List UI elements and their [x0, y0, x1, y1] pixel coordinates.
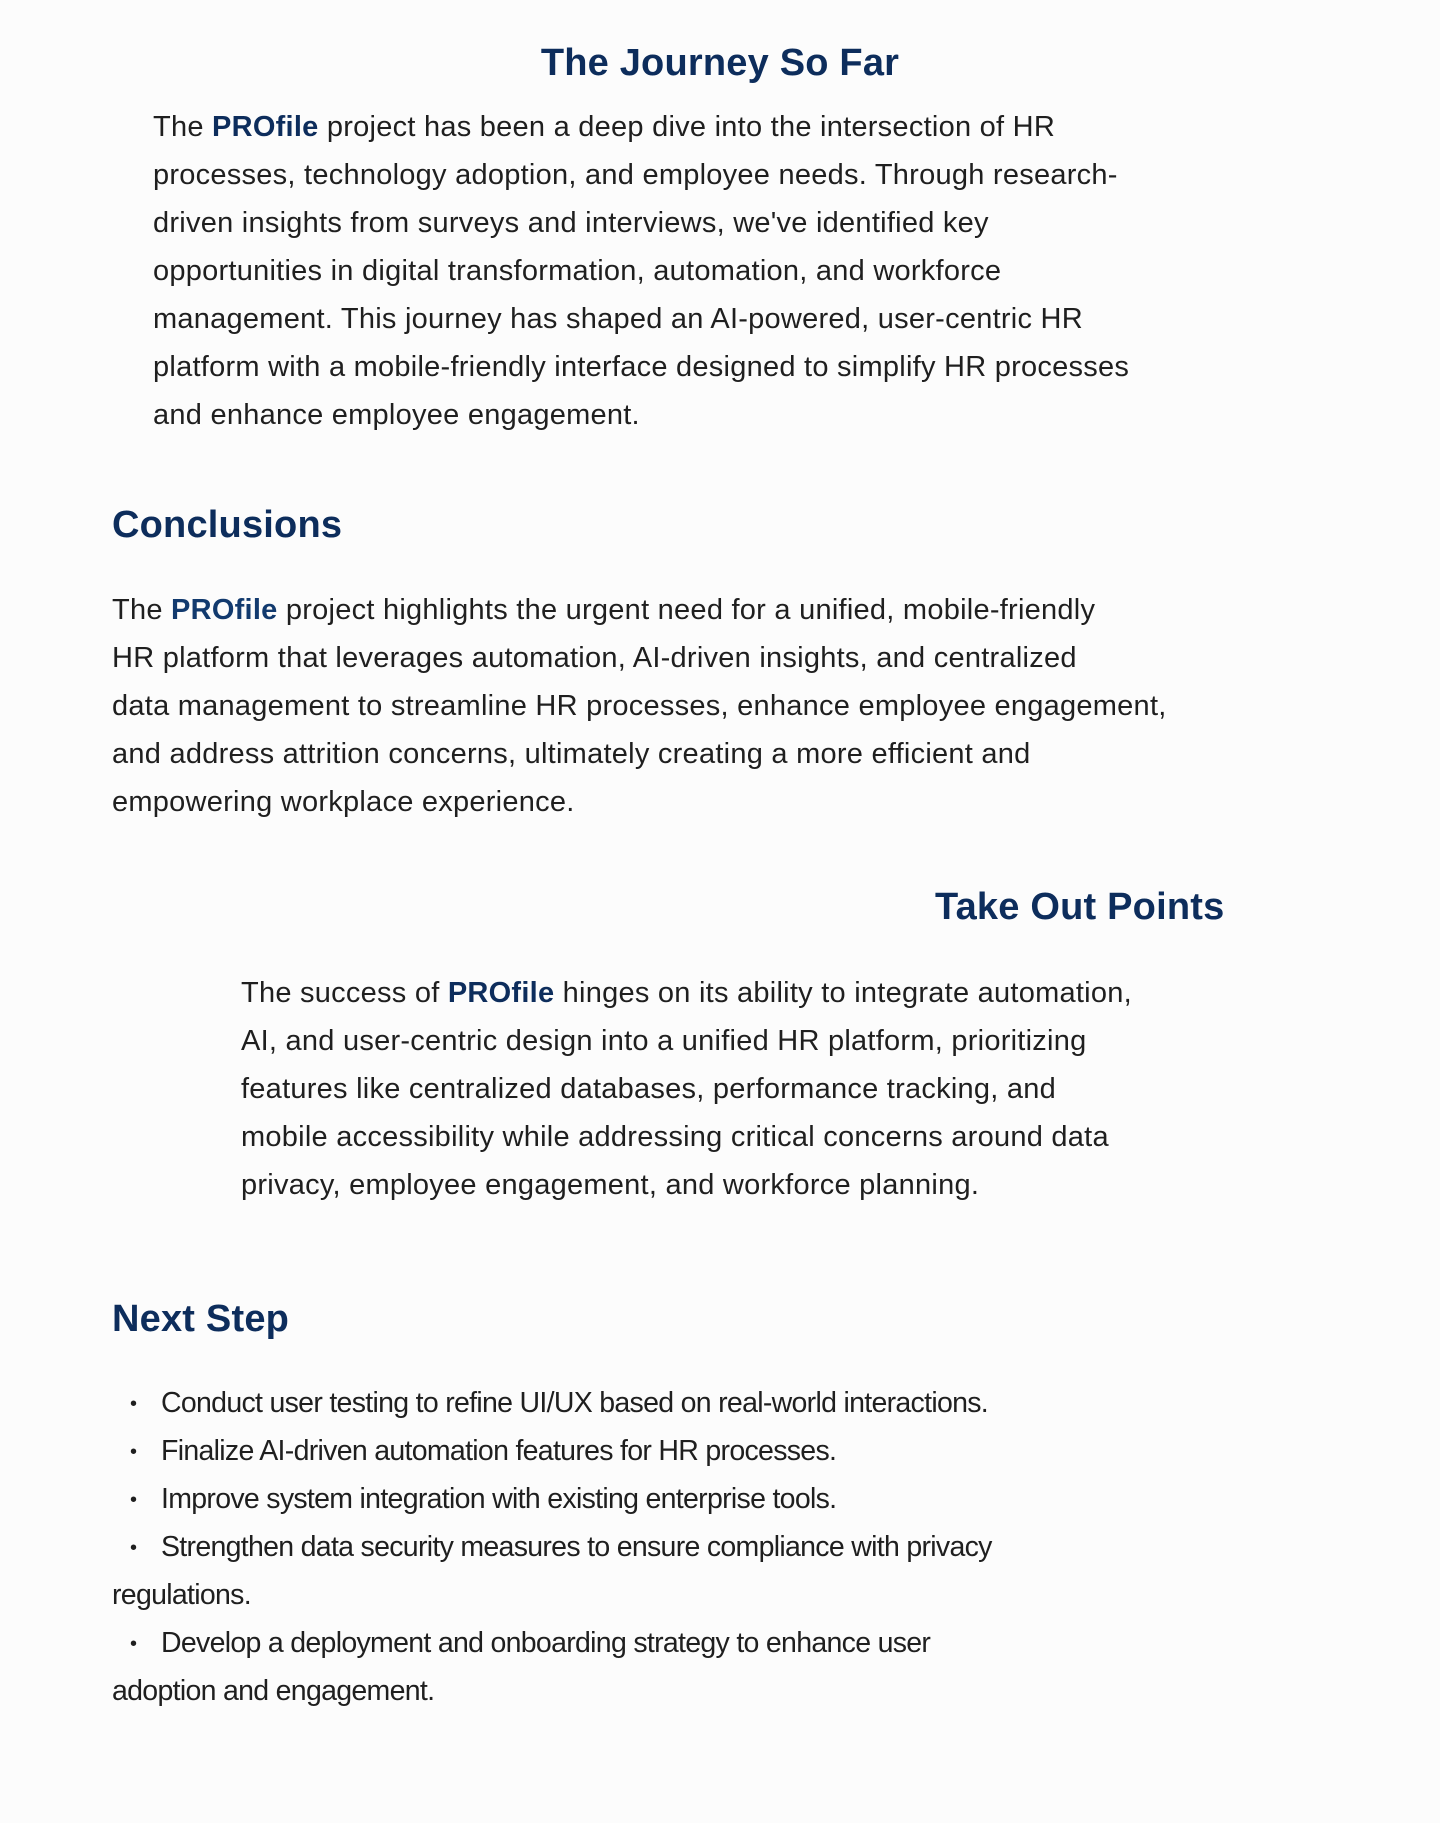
- list-item: [112, 1523, 992, 1619]
- brand-name: PROfile: [447, 977, 555, 1009]
- list-item-text: Strengthen data security measures to ensure compliance with privacy: [161, 1531, 992, 1563]
- list-item-text: Finalize AI-driven automation features for HR processes.: [161, 1435, 837, 1467]
- paragraph-line: empowering workplace experience.: [112, 786, 575, 818]
- text-segment: The: [112, 594, 172, 626]
- list-item: [112, 1427, 992, 1475]
- paragraph-line: [153, 103, 1129, 151]
- list-item-line: [112, 1427, 992, 1475]
- brand-name: PROfile: [171, 594, 278, 626]
- paragraph-line: privacy, employee engagement, and workforce planning.: [241, 1169, 980, 1201]
- journey-heading: The Journey So Far: [540, 42, 900, 84]
- list-item-line: regulations.: [112, 1579, 251, 1611]
- text-segment: project highlights the urgent need for a unified, mobile-friendly: [277, 594, 1096, 626]
- paragraph-line: and enhance employee engagement.: [153, 399, 640, 431]
- text-segment: hinges on its ability to integrate automation,: [554, 977, 1132, 1009]
- list-item-line: [112, 1475, 992, 1523]
- takeout-heading: Take Out Points: [935, 886, 1225, 928]
- text-segment: The success of: [241, 977, 448, 1009]
- list-item-text: Develop a deployment and onboarding strategy to enhance user: [161, 1627, 931, 1659]
- list-item-line: [112, 1379, 992, 1427]
- list-item-line: [112, 1523, 992, 1571]
- list-item-text: Improve system integration with existing enterprise tools.: [161, 1483, 837, 1515]
- paragraph-line: AI, and user-centric design into a unified HR platform, prioritizing: [241, 1025, 1087, 1057]
- paragraph-line: driven insights from surveys and interviews, we've identified key: [153, 207, 989, 239]
- paragraph-line: HR platform that leverages automation, AI-driven insights, and centralized: [112, 642, 1077, 674]
- paragraph-line: mobile accessibility while addressing critical concerns around data: [241, 1121, 1109, 1153]
- paragraph-line: management. This journey has shaped an AI-powered, user-centric HR: [153, 303, 1083, 335]
- paragraph-line: processes, technology adoption, and employee needs. Through research-: [153, 159, 1118, 191]
- text-segment: project has been a deep dive into the intersection of HR: [318, 111, 1056, 143]
- list-item-text: Conduct user testing to refine UI/UX based on real-world interactions.: [161, 1387, 989, 1419]
- next-step-heading: Next Step: [112, 1298, 290, 1340]
- paragraph-line: [112, 586, 1167, 634]
- list-item-line: adoption and engagement.: [112, 1675, 435, 1707]
- list-item: [112, 1619, 992, 1715]
- paragraph-line: data management to streamline HR processes, enhance employee engagement,: [112, 690, 1167, 722]
- bullet-icon: •: [130, 1633, 137, 1655]
- list-item: [112, 1379, 992, 1427]
- text-segment: The: [153, 111, 213, 143]
- paragraph-line: platform with a mobile-friendly interface designed to simplify HR processes: [153, 351, 1130, 383]
- bullet-icon: •: [130, 1537, 137, 1559]
- takeout-paragraph: [241, 969, 1132, 1209]
- conclusions-heading: Conclusions: [112, 504, 343, 546]
- conclusions-paragraph: [112, 586, 1167, 826]
- bullet-icon: •: [130, 1441, 137, 1463]
- next-step-list: [112, 1379, 992, 1715]
- paragraph-line: [241, 969, 1132, 1017]
- brand-name: PROfile: [212, 111, 319, 143]
- bullet-icon: •: [130, 1489, 137, 1511]
- paragraph-line: opportunities in digital transformation, automation, and workforce: [153, 255, 1002, 287]
- journey-paragraph: [153, 103, 1129, 439]
- list-item-line: [112, 1619, 992, 1667]
- paragraph-line: features like centralized databases, performance tracking, and: [241, 1073, 1057, 1105]
- list-item: [112, 1475, 992, 1523]
- bullet-icon: •: [130, 1393, 137, 1415]
- paragraph-line: and address attrition concerns, ultimately creating a more efficient and: [112, 738, 1031, 770]
